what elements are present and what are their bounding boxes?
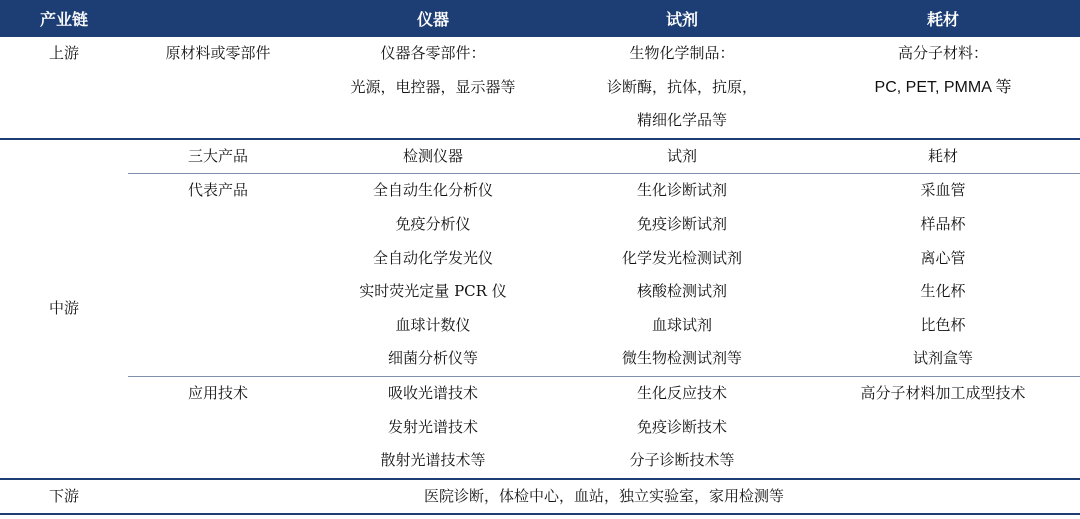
representative-reagent: 微生物检测试剂等 <box>621 349 742 368</box>
technology-reagent: 生化反应技术 <box>558 376 806 410</box>
technology-row <box>0 376 1080 410</box>
technology-reagent: 分子诊断技术等 <box>629 451 735 470</box>
upstream-consumable-line: PC, PET, PMMA 等 <box>874 78 1012 96</box>
representative-instrument: 实时荧光定量 PCR 仪 <box>359 282 507 301</box>
header-reagent: 试剂 <box>558 0 806 37</box>
technology-instrument: 发射光谱技术 <box>387 417 478 436</box>
header-chain: 产业链 <box>0 0 128 37</box>
empty-cell <box>128 411 308 445</box>
empty-cell <box>128 275 308 309</box>
upstream-instrument <box>308 37 558 139</box>
empty-cell <box>128 444 308 479</box>
upstream-reagent <box>558 37 806 139</box>
upstream-stage: 上游 <box>48 44 79 62</box>
representative-row <box>0 342 1080 376</box>
empty-cell <box>128 342 308 376</box>
upstream-reagent-line: 生物化学制品： <box>629 44 735 62</box>
upstream-row <box>0 37 1080 139</box>
midstream-stage: 中游 <box>0 139 128 479</box>
upstream-consumable <box>806 37 1080 139</box>
representative-consumable: 样品杯 <box>920 214 966 233</box>
representative-instrument: 免疫分析仪 <box>395 214 471 233</box>
technology-instrument: 吸收光谱技术 <box>308 376 558 410</box>
representative-instrument: 全自动生化分析仪 <box>308 174 558 208</box>
technology-row <box>0 444 1080 479</box>
representative-consumable: 试剂盒等 <box>912 349 973 368</box>
upstream-instrument-line: 光源，电控器，显示器等 <box>350 77 516 96</box>
header-empty <box>128 0 308 37</box>
representative-row <box>0 208 1080 242</box>
header-consumable: 耗材 <box>806 0 1080 37</box>
representative-consumable: 比色杯 <box>920 315 966 334</box>
header-instrument: 仪器 <box>308 0 558 37</box>
representative-reagent: 化学发光检测试剂 <box>621 248 742 267</box>
representative-row <box>0 174 1080 208</box>
downstream-row <box>0 479 1080 515</box>
upstream-category: 原材料或零部件 <box>165 44 271 62</box>
representative-reagent: 核酸检测试剂 <box>636 282 727 301</box>
table-header <box>0 0 1080 37</box>
upstream-instrument-line: 仪器各零部件： <box>380 44 486 62</box>
three-products-instrument: 检测仪器 <box>308 139 558 174</box>
technology-consumable <box>806 444 1080 479</box>
representative-reagent: 生化诊断试剂 <box>558 174 806 208</box>
empty-cell <box>128 242 308 276</box>
technology-category: 应用技术 <box>128 376 308 410</box>
upstream-reagent-line: 精细化学品等 <box>636 111 727 130</box>
technology-consumable: 高分子材料加工成型技术 <box>806 376 1080 410</box>
midstream-three-products-row <box>0 139 1080 174</box>
representative-consumable: 采血管 <box>806 174 1080 208</box>
empty-cell <box>128 309 308 343</box>
representative-instrument: 全自动化学发光仪 <box>372 248 493 267</box>
empty-cell <box>128 208 308 242</box>
three-products-consumable: 耗材 <box>806 139 1080 174</box>
three-products-category: 三大产品 <box>128 139 308 174</box>
technology-row <box>0 411 1080 445</box>
representative-reagent: 血球试剂 <box>651 315 712 334</box>
representative-category: 代表产品 <box>128 174 308 208</box>
upstream-reagent-line: 诊断酶，抗体，抗原， <box>606 77 757 96</box>
upstream-consumable-line: 高分子材料： <box>897 44 988 62</box>
technology-reagent: 免疫诊断技术 <box>636 417 727 436</box>
technology-consumable <box>806 411 1080 445</box>
representative-row <box>0 309 1080 343</box>
representative-row <box>0 242 1080 276</box>
representative-reagent: 免疫诊断试剂 <box>636 214 727 233</box>
representative-instrument: 血球计数仪 <box>395 315 471 334</box>
technology-instrument: 散射光谱技术等 <box>380 451 486 470</box>
representative-instrument: 细菌分析仪等 <box>387 349 478 368</box>
representative-consumable: 生化杯 <box>920 282 966 301</box>
downstream-text: 医院诊断，体检中心，血站，独立实验室，家用检测等 <box>128 479 1080 515</box>
representative-consumable: 离心管 <box>920 248 966 267</box>
three-products-reagent: 试剂 <box>558 139 806 174</box>
representative-row <box>0 275 1080 309</box>
downstream-stage: 下游 <box>0 479 128 515</box>
